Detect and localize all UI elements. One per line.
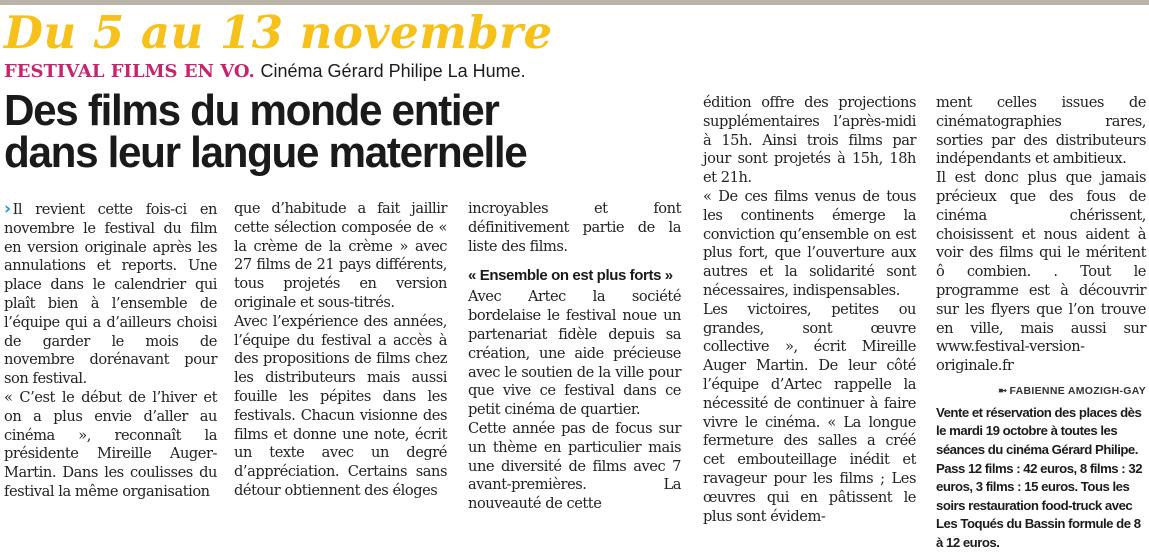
festival-label: FESTIVAL FILMS EN VO. — [4, 61, 255, 82]
pen-arrow-icon: ➼ — [997, 384, 1008, 397]
paragraph: ment celles issues de cinématographies rares, sorties par des distributeurs indépendants et ambitieux. — [936, 94, 1146, 168]
paragraph: Avec l’expérience des années, l’équipe du festival a accès à des propositions de films chez les distributeurs mais aussi fouille les pépites dans les festivals. Chacun visionne des films et donne une note, écrit un texte avec un degré d’appréciation. Certains sans détour obtiennent des éloges — [234, 312, 447, 499]
chevron-right-icon: › — [4, 199, 11, 219]
paragraph: incroyables et font définitivement partie de la liste des films. — [468, 200, 681, 255]
venue-text: Cinéma Gérard Philipe La Hume. — [260, 61, 526, 81]
subhead-line — [4, 58, 526, 85]
author-byline — [936, 382, 1146, 401]
section-subheading: « Ensemble on est plus forts » — [468, 267, 673, 285]
paragraph: que d’habitude a fait jaillir cette sélection composée de « la crème de la crème » avec 27 films de 21 pays différents, tous projetés en version originale et sous-titrés. — [234, 200, 447, 311]
article-column-3 — [468, 200, 681, 513]
date-kicker: Du 5 au 13 novembre — [4, 6, 553, 59]
headline-line-1: Des films du monde entier — [4, 86, 499, 135]
paragraph: Il est donc plus que jamais précieux que des fous de cinéma chérissent, choisissent et nous aident à voir des films qui le méritent ô combien. . Tout le programme est à découvrir sur les flyers que l’on trouve en ville, mais aussi sur www.festival-version-originale.fr — [936, 169, 1146, 375]
article-column-1 — [4, 199, 217, 500]
paragraph: Cette année pas de focus sur un thème en particulier mais une diversité de films avec 7 avant-premières. La nouveauté de cette — [468, 419, 681, 513]
top-border — [0, 0, 1149, 5]
headline — [4, 86, 664, 177]
article-column-5 — [936, 94, 1146, 550]
article-column-2 — [234, 200, 447, 499]
paragraph: « C’est le début de l’hiver et on a plus envie d’aller au cinéma », reconnaît la présidente Mireille Auger-Martin. Dans les coulisses du festival la même organisation — [4, 388, 217, 500]
practical-info-box: Vente et réservation des places dès le mardi 19 octobre à toutes les séances du cinéma Gérard Philipe. Pass 12 films : 42 euros, 8 films : 32 euros, 3 films : 15 euros. Tous les soirs restauration food-truck avec Les Toqués du Bassin formule de 8 à 12 euros. — [936, 404, 1143, 550]
author-name: FABIENNE AMOZIGH-GAY — [1009, 384, 1146, 397]
lead-text: Il revient cette fois-ci en novembre le festival du film en version originale après les annulations et reports. Une place dans le calendrier qui plaît bien à l’ensemble de l’équipe qui a d’ailleurs choisi de garder le mois de novembre dorénavant pour son festival. — [4, 201, 217, 388]
paragraph: édition offre des projections supplémentaires l’après-midi à 15h. Ainsi trois films par jour sont projetés à 15h, 18h et 21h. — [703, 94, 916, 187]
paragraph: « De ces films venus de tous les continents émerge la conviction qu’ensemble on est plus fort, que l’ouverture aux autres et la solidarité sont nécessaires, indispensables. — [703, 187, 916, 299]
headline-line-2: dans leur langue maternelle — [4, 128, 527, 177]
article-column-4 — [703, 94, 916, 525]
paragraph: Avec Artec la société bordelaise le festival noue un partenariat fidèle depuis sa création, une aide précieuse avec le soutien de la ville pour que vive ce festival dans ce petit cinéma de quartier. — [468, 288, 681, 419]
paragraph — [4, 200, 217, 389]
paragraph: Les victoires, petites ou grandes, sont œuvre collective », écrit Mireille Auger Martin. De leur côté l’équipe d’Artec rappelle la nécessité de continuer à faire vivre le cinéma. « La longue fermeture des salles a créé cet embouteillage inédit et ravageur pour les films ; Les œuvres qui en pâtissent le plus sont évidem- — [703, 300, 916, 525]
